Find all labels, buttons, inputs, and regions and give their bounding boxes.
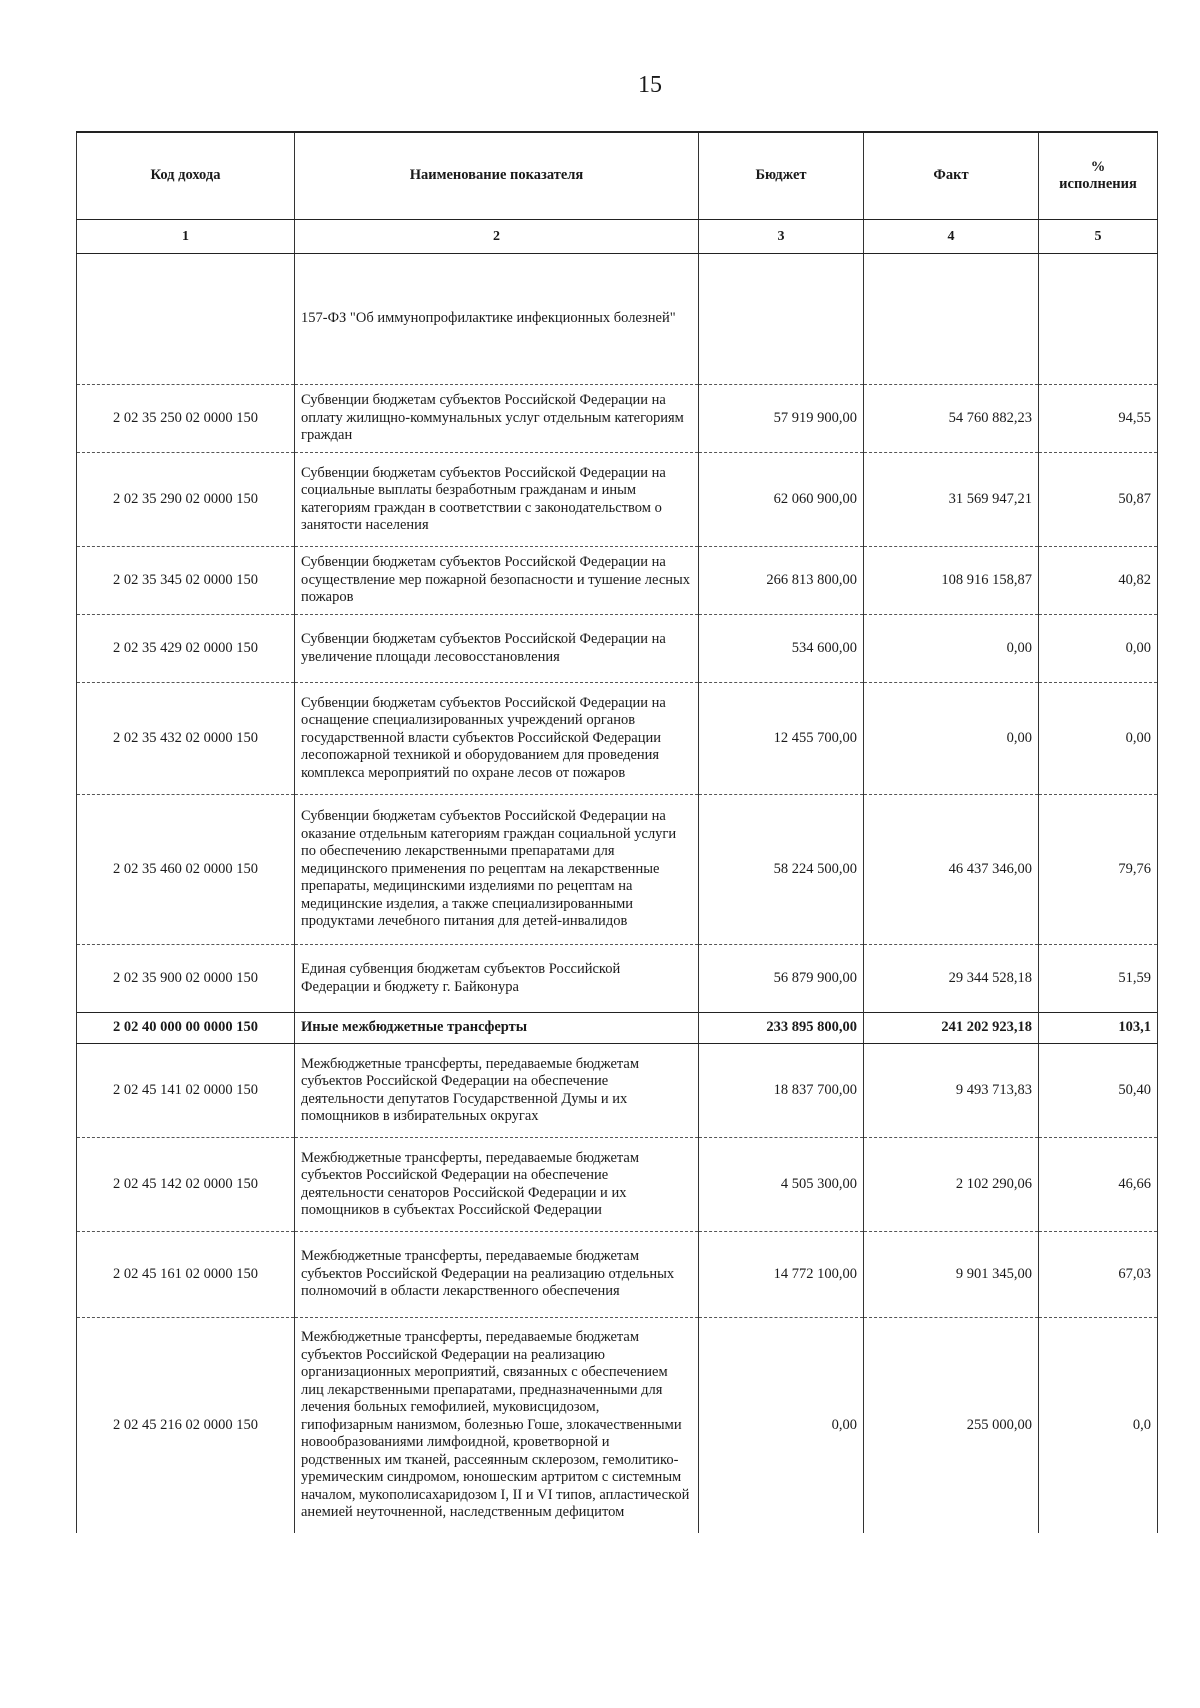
row-code: 2 02 35 900 02 0000 150	[77, 945, 295, 1013]
row-code: 2 02 45 216 02 0000 150	[77, 1318, 295, 1533]
revenue-table	[76, 131, 1158, 1533]
row-percent: 0,00	[1039, 683, 1158, 795]
row-fact: 108 916 158,87	[864, 547, 1039, 615]
row-budget: 58 224 500,00	[699, 795, 864, 945]
row-fact: 46 437 346,00	[864, 795, 1039, 945]
table-row	[77, 1318, 1158, 1533]
row-percent	[1039, 254, 1158, 385]
header-budget: Бюджет	[699, 132, 864, 220]
table-row	[77, 385, 1158, 453]
table-row	[77, 1232, 1158, 1318]
row-code: 2 02 45 161 02 0000 150	[77, 1232, 295, 1318]
row-name: Субвенции бюджетам субъектов Российской Федерации на социальные выплаты безработным гражданам и иным категориям граждан в соответствии с законодательством о занятости населения	[295, 453, 699, 547]
row-budget: 14 772 100,00	[699, 1232, 864, 1318]
row-name: Единая субвенция бюджетам субъектов Российской Федерации и бюджету г. Байконура	[295, 945, 699, 1013]
row-name: Межбюджетные трансферты, передаваемые бюджетам субъектов Российской Федерации на реализацию отдельных полномочий в области лекарственного обеспечения	[295, 1232, 699, 1318]
table-row	[77, 453, 1158, 547]
table-row	[77, 795, 1158, 945]
table-row	[77, 547, 1158, 615]
column-number: 4	[864, 220, 1039, 254]
row-percent: 50,40	[1039, 1044, 1158, 1138]
row-fact: 54 760 882,23	[864, 385, 1039, 453]
row-percent: 0,00	[1039, 615, 1158, 683]
row-percent: 50,87	[1039, 453, 1158, 547]
row-budget: 0,00	[699, 1318, 864, 1533]
header-fact: Факт	[864, 132, 1039, 220]
row-budget: 56 879 900,00	[699, 945, 864, 1013]
row-percent: 103,1	[1039, 1013, 1158, 1044]
row-code: 2 02 35 250 02 0000 150	[77, 385, 295, 453]
row-name: Иные межбюджетные трансферты	[295, 1013, 699, 1044]
row-fact: 0,00	[864, 615, 1039, 683]
row-budget: 266 813 800,00	[699, 547, 864, 615]
row-name: Субвенции бюджетам субъектов Российской Федерации на оплату жилищно-коммунальных услуг отдельным категориям граждан	[295, 385, 699, 453]
header-name: Наименование показателя	[295, 132, 699, 220]
row-percent: 51,59	[1039, 945, 1158, 1013]
row-code: 2 02 35 345 02 0000 150	[77, 547, 295, 615]
table-row	[77, 945, 1158, 1013]
row-name: Межбюджетные трансферты, передаваемые бюджетам субъектов Российской Федерации на обеспечение деятельности сенаторов Российской Федерации и их помощников в субъектах Российской Федерации	[295, 1138, 699, 1232]
column-number: 2	[295, 220, 699, 254]
column-number-row	[77, 220, 1158, 254]
header-code: Код дохода	[77, 132, 295, 220]
row-name: Межбюджетные трансферты, передаваемые бюджетам субъектов Российской Федерации на обеспечение деятельности депутатов Государственной Думы и их помощников в избирательных округах	[295, 1044, 699, 1138]
row-code: 2 02 35 290 02 0000 150	[77, 453, 295, 547]
row-percent: 94,55	[1039, 385, 1158, 453]
column-number: 3	[699, 220, 864, 254]
table-header-row	[77, 132, 1158, 220]
row-percent: 40,82	[1039, 547, 1158, 615]
row-name: Субвенции бюджетам субъектов Российской Федерации на увеличение площади лесовосстановления	[295, 615, 699, 683]
row-code	[77, 254, 295, 385]
row-fact: 2 102 290,06	[864, 1138, 1039, 1232]
row-fact	[864, 254, 1039, 385]
row-fact: 255 000,00	[864, 1318, 1039, 1533]
row-budget	[699, 254, 864, 385]
row-budget: 534 600,00	[699, 615, 864, 683]
row-fact: 9 901 345,00	[864, 1232, 1039, 1318]
row-percent: 79,76	[1039, 795, 1158, 945]
row-fact: 241 202 923,18	[864, 1013, 1039, 1044]
row-percent: 0,0	[1039, 1318, 1158, 1533]
row-fact: 29 344 528,18	[864, 945, 1039, 1013]
row-code: 2 02 40 000 00 0000 150	[77, 1013, 295, 1044]
row-name: 157-ФЗ "Об иммунопрофилактике инфекционных болезней"	[295, 254, 699, 385]
row-fact: 9 493 713,83	[864, 1044, 1039, 1138]
row-fact: 0,00	[864, 683, 1039, 795]
row-percent: 67,03	[1039, 1232, 1158, 1318]
row-budget: 57 919 900,00	[699, 385, 864, 453]
row-budget: 4 505 300,00	[699, 1138, 864, 1232]
table-row	[77, 615, 1158, 683]
row-name: Субвенции бюджетам субъектов Российской Федерации на осуществление мер пожарной безопасности и тушение лесных пожаров	[295, 547, 699, 615]
row-budget: 18 837 700,00	[699, 1044, 864, 1138]
row-code: 2 02 35 429 02 0000 150	[77, 615, 295, 683]
row-budget: 12 455 700,00	[699, 683, 864, 795]
row-percent: 46,66	[1039, 1138, 1158, 1232]
column-number: 1	[77, 220, 295, 254]
table-row	[77, 1044, 1158, 1138]
row-budget: 233 895 800,00	[699, 1013, 864, 1044]
page-number: 15	[638, 72, 662, 98]
row-code: 2 02 45 142 02 0000 150	[77, 1138, 295, 1232]
row-code: 2 02 35 460 02 0000 150	[77, 795, 295, 945]
row-name: Межбюджетные трансферты, передаваемые бюджетам субъектов Российской Федерации на реализацию организационных мероприятий, связанных с обеспечением лиц лекарственными препаратами, предназначенными для лечения больных гемофилией, муковисцидозом, гипофизарным нанизмом, болезнью Гоше, злокачественными новообразованиями лимфоидной, кроветворной и родственных им тканей, рассеянным склерозом, гемолитико-уремическим синдромом, юношеским артритом с системным началом, мукополисахаридозом I, II и VI типов, апластической анемией неуточненной, наследственным дефицитом	[295, 1318, 699, 1533]
table-row	[77, 1138, 1158, 1232]
header-percent: % исполнения	[1039, 132, 1158, 220]
row-name: Субвенции бюджетам субъектов Российской Федерации на оснащение специализированных учреждений органов государственной власти субъектов Российской Федерации лесопожарной техникой и оборудованием для проведения комплекса мероприятий по охране лесов от пожаров	[295, 683, 699, 795]
row-budget: 62 060 900,00	[699, 453, 864, 547]
table-row	[77, 1013, 1158, 1044]
table-row	[77, 683, 1158, 795]
row-code: 2 02 35 432 02 0000 150	[77, 683, 295, 795]
row-fact: 31 569 947,21	[864, 453, 1039, 547]
column-number: 5	[1039, 220, 1158, 254]
row-name: Субвенции бюджетам субъектов Российской Федерации на оказание отдельным категориям граждан социальной услуги по обеспечению лекарственными препаратами для медицинского применения по рецептам на лекарственные препараты, медицинскими изделиями по рецептам на медицинские изделия, а также специализированными продуктами лечебного питания для детей-инвалидов	[295, 795, 699, 945]
row-code: 2 02 45 141 02 0000 150	[77, 1044, 295, 1138]
table-row	[77, 254, 1158, 385]
